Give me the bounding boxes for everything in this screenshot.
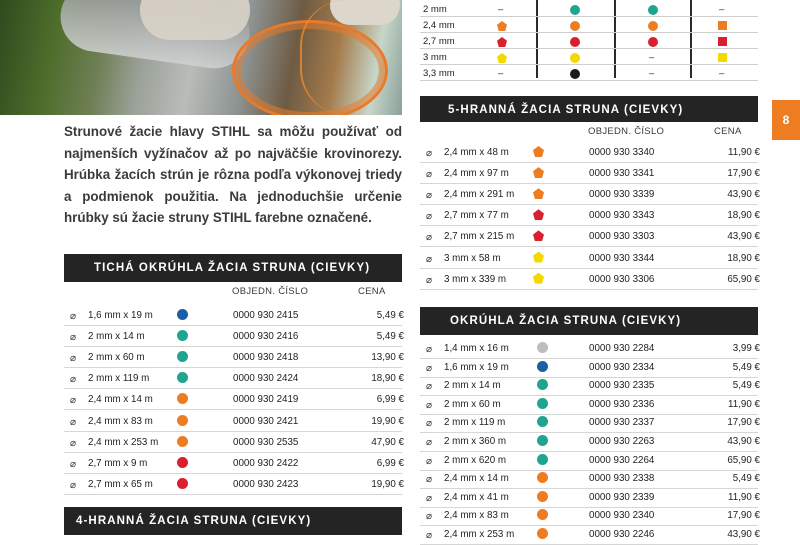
ticha-row [64,305,402,326]
legend-row [420,52,758,65]
legend-empty: – [649,52,655,63]
okruhla-price: 11,90 € [728,491,760,503]
teal-color-marker-icon [537,454,548,465]
ticha-order-number: 0000 930 2422 [233,457,299,469]
okruhla-order-number: 0000 930 2263 [589,436,655,447]
diameter-icon: ⌀ [426,344,433,355]
pathranna-size: 2,7 mm x 77 m [444,210,509,222]
ticha-col-code: OBJEDN. ČÍSLO [232,286,309,297]
yellow-color-marker-icon [497,53,507,63]
okruhla-size: 1,6 mm x 19 m [444,361,509,373]
pathranna-order-number: 0000 930 3340 [589,147,655,158]
pathranna-row [420,269,758,290]
blue-color-marker-icon [537,361,548,372]
okruhla-size: 2,4 mm x 253 m [444,529,515,540]
okruhla-price: 17,90 € [727,417,760,429]
diameter-icon: ⌀ [70,332,77,344]
photo-line-wire [300,0,392,115]
ticha-size: 2,4 mm x 14 m [88,394,153,406]
ticha-price: 19,90 € [371,415,404,427]
ticha-size: 2 mm x 14 m [88,331,145,343]
ticha-price: 5,49 € [376,331,404,343]
okruhla-size: 2 mm x 119 m [444,417,506,429]
legend-empty: – [498,68,504,79]
teal-color-marker-icon [537,435,548,446]
yellow-color-marker-icon [570,53,580,63]
red-color-marker-icon [648,37,658,47]
diameter-icon: ⌀ [426,274,433,286]
legend-empty: – [719,68,725,79]
okruhla-size: 2,4 mm x 41 m [444,491,509,503]
okruhla-order-number: 0000 930 2338 [589,473,655,485]
teal-color-marker-icon [177,351,188,362]
ticha-order-number: 0000 930 2419 [233,394,299,406]
ticha-price: 13,90 € [371,352,404,364]
ticha-size: 2 mm x 60 m [88,352,145,364]
legend-empty: – [498,4,504,15]
pathranna-size: 2,4 mm x 97 m [444,168,509,180]
red-color-marker-icon [570,37,580,47]
orange-color-marker-icon [537,472,548,483]
orange-color-marker-icon [177,415,188,426]
ticha-price: 47,90 € [371,436,404,448]
legend-empty: – [719,4,725,15]
okruhla-order-number: 0000 930 2335 [589,380,655,392]
ticha-size: 2,7 mm x 65 m [88,478,153,490]
teal-color-marker-icon [177,330,188,341]
diameter-icon: ⌀ [426,169,433,181]
ticha-order-number: 0000 930 2421 [233,415,299,427]
orange-color-marker-icon [648,21,658,31]
pathranna-price: 11,90 € [728,147,760,158]
ticha-order-number: 0000 930 2423 [233,478,299,490]
diameter-icon: ⌀ [70,416,77,428]
pathranna-col-code: OBJEDN. ČÍSLO [588,126,665,137]
okruhla-order-number: 0000 930 2336 [589,398,655,410]
teal-color-marker-icon [177,372,188,383]
ticha-order-number: 0000 930 2535 [233,436,299,448]
pathranna-row [420,205,758,226]
pathranna-price: 18,90 € [727,210,760,222]
pathranna-order-number: 0000 930 3303 [589,231,655,243]
pathranna-row [420,226,758,247]
okruhla-size: 2,4 mm x 83 m [444,510,509,522]
orange-color-marker-icon [533,167,544,178]
okruhla-price: 65,90 € [727,454,760,466]
pathranna-size: 2,4 mm x 291 m [444,189,515,201]
ticha-price: 19,90 € [371,478,404,490]
pathranna-size: 2,7 mm x 215 m [444,231,515,243]
legend-row [420,36,758,49]
blue-color-marker-icon [177,309,188,320]
ticha-row [64,368,402,389]
okruhla-price: 3,99 € [732,343,760,354]
orange-color-marker-icon [533,188,544,199]
orange-color-marker-icon [497,21,507,31]
stvorhranna-table-title: 4-HRANNÁ ŽACIA STRUNA (CIEVKY) [64,507,402,535]
okruhla-price: 5,49 € [732,380,760,392]
orange-color-marker-icon [537,509,548,520]
ticha-col-price: CENA [358,286,386,297]
page-tab[interactable]: 8 [772,100,800,140]
diameter-icon: ⌀ [426,418,433,430]
pathranna-size: 2,4 mm x 48 m [444,147,509,158]
ticha-order-number: 0000 930 2424 [233,373,299,385]
ticha-price: 5,49 € [376,310,404,321]
photo-glove [140,0,250,40]
okruhla-size: 2 mm x 620 m [444,454,507,466]
pathranna-order-number: 0000 930 3344 [589,252,655,264]
ticha-row [64,411,402,432]
diameter-icon: ⌀ [426,211,433,223]
pathranna-size: 3 mm x 339 m [444,273,507,285]
pathranna-row [420,163,758,184]
pathranna-row [420,248,758,269]
diameter-icon: ⌀ [426,190,433,202]
pathranna-price: 65,90 € [727,273,760,285]
diameter-icon: ⌀ [70,479,77,491]
legend-size: 2,7 mm [423,36,455,47]
teal-color-marker-icon [537,379,548,390]
pathranna-row [420,184,758,205]
red-color-marker-icon [533,209,544,220]
ticha-price: 18,90 € [371,373,404,385]
okruhla-order-number: 0000 930 2340 [589,510,655,522]
pathranna-order-number: 0000 930 3341 [589,168,655,180]
grey-color-marker-icon [537,342,548,353]
diameter-icon: ⌀ [426,474,433,486]
ticha-price: 6,99 € [376,394,404,406]
diameter-icon: ⌀ [426,455,433,467]
diameter-icon: ⌀ [426,148,433,159]
legend-size: 2 mm [423,4,447,15]
red-color-marker-icon [718,37,727,46]
okruhla-price: 43,90 € [727,529,760,540]
okruhla-price: 5,49 € [732,361,760,373]
pathranna-order-number: 0000 930 3306 [589,273,655,285]
teal-color-marker-icon [537,398,548,409]
ticha-order-number: 0000 930 2418 [233,352,299,364]
diameter-icon: ⌀ [70,374,77,386]
red-color-marker-icon [533,230,544,241]
black-color-marker-icon [570,69,580,79]
ticha-row [64,347,402,368]
diameter-icon: ⌀ [426,232,433,244]
orange-color-marker-icon [718,21,727,30]
yellow-color-marker-icon [533,252,544,263]
diameter-icon: ⌀ [426,381,433,393]
diameter-icon: ⌀ [426,530,433,541]
ticha-row [64,432,402,453]
okruhla-order-number: 0000 930 2339 [589,491,655,503]
red-color-marker-icon [497,37,507,47]
ticha-row [64,326,402,347]
legend-size: 2,4 mm [423,20,455,31]
pathranna-price: 18,90 € [727,252,760,264]
pathranna-price: 17,90 € [727,168,760,180]
okruhla-table-title: OKRÚHLA ŽACIA STRUNA (CIEVKY) [420,307,758,335]
diameter-icon: ⌀ [70,395,77,407]
teal-color-marker-icon [537,416,548,427]
okruhla-order-number: 0000 930 2337 [589,417,655,429]
legend-size: 3,3 mm [423,68,455,79]
ticha-order-number: 0000 930 2416 [233,331,299,343]
diameter-icon: ⌀ [426,253,433,265]
ticha-price: 6,99 € [376,457,404,469]
ticha-size: 2,4 mm x 253 m [88,436,159,448]
okruhla-size: 2 mm x 14 m [444,380,501,392]
okruhla-size: 2 mm x 360 m [444,436,507,447]
ticha-size: 2,7 mm x 9 m [88,457,148,469]
okruhla-price: 11,90 € [728,398,760,410]
legend-size: 3 mm [423,52,447,63]
okruhla-order-number: 0000 930 2264 [589,454,655,466]
orange-color-marker-icon [570,21,580,31]
teal-color-marker-icon [570,5,580,15]
ticha-size: 1,6 mm x 19 m [88,310,153,321]
diameter-icon: ⌀ [426,492,433,504]
diameter-icon: ⌀ [70,353,77,365]
legend-row [420,68,758,81]
pathranna-order-number: 0000 930 3339 [589,189,655,201]
okruhla-size: 1,4 mm x 16 m [444,343,509,354]
okruhla-size: 2 mm x 60 m [444,398,501,410]
ticha-size: 2,4 mm x 83 m [88,415,153,427]
okruhla-price: 5,49 € [732,473,760,485]
okruhla-size: 2,4 mm x 14 m [444,473,509,485]
pathranna-size: 3 mm x 58 m [444,252,501,264]
teal-color-marker-icon [648,5,658,15]
orange-color-marker-icon [533,146,544,157]
legend-empty: – [649,68,655,79]
orange-color-marker-icon [177,393,188,404]
pathranna-price: 43,90 € [727,189,760,201]
ticha-row [64,474,402,495]
orange-color-marker-icon [177,436,188,447]
diameter-icon: ⌀ [426,362,433,374]
diameter-icon: ⌀ [70,311,77,322]
okruhla-order-number: 0000 930 2284 [589,343,655,354]
okruhla-order-number: 0000 930 2246 [589,529,655,540]
red-color-marker-icon [177,478,188,489]
intro-paragraph: Strunové žacie hlavy STIHL sa môžu používať od najmenších vyžínačov až po najväčšie krovinorezy. Hrúbka žacích strún je rôzna podľa výkonovej triedy a podmienok použitia. Na jednoduchšie určenie hrúbky sú žacie struny STIHL farebne označené. [64,124,402,225]
ticha-row [64,453,402,474]
orange-color-marker-icon [537,528,548,539]
diameter-icon: ⌀ [426,399,433,411]
red-color-marker-icon [177,457,188,468]
legend-row [420,4,758,17]
pathranna-table-title: 5-HRANNÁ ŽACIA STRUNA (CIEVKY) [420,96,758,122]
diameter-icon: ⌀ [426,511,433,523]
okruhla-price: 17,90 € [727,510,760,522]
ticha-size: 2 mm x 119 m [88,373,150,385]
pathranna-order-number: 0000 930 3343 [589,210,655,222]
diameter-icon: ⌀ [70,458,77,470]
diameter-icon: ⌀ [70,437,77,449]
yellow-color-marker-icon [533,273,544,284]
okruhla-order-number: 0000 930 2334 [589,361,655,373]
okruhla-price: 43,90 € [727,436,760,447]
yellow-color-marker-icon [718,53,727,62]
orange-color-marker-icon [537,491,548,502]
legend-row [420,20,758,33]
ticha-row [64,389,402,410]
pathranna-col-price: CENA [714,126,742,137]
ticha-order-number: 0000 930 2415 [233,310,299,321]
product-photo [0,0,402,115]
diameter-icon: ⌀ [426,437,433,448]
pathranna-price: 43,90 € [727,231,760,243]
ticha-table-title: TICHÁ OKRÚHLA ŽACIA STRUNA (CIEVKY) [64,254,402,282]
pathranna-row [420,142,758,163]
